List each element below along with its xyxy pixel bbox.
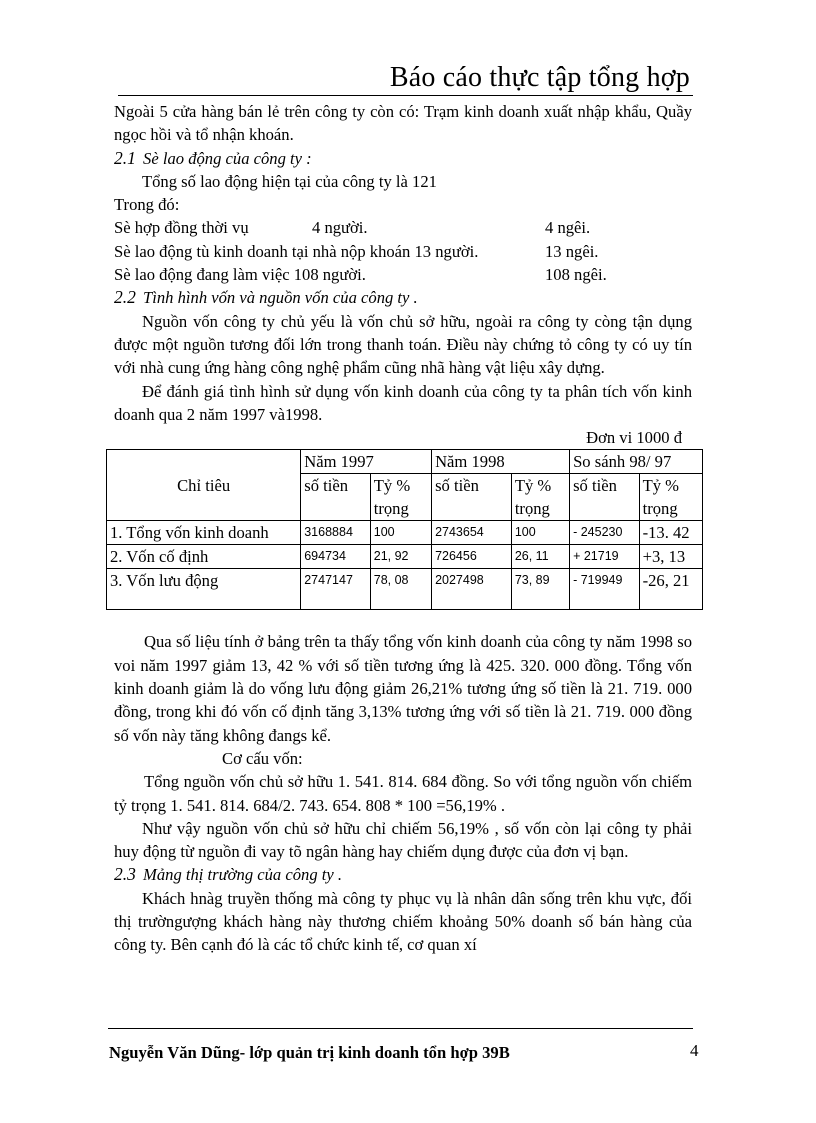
section-title: Mảng thị trường của công ty . — [143, 865, 343, 885]
header-ty-trong: Tỷ % trọng — [370, 474, 431, 521]
header-so-tien: số tiền — [570, 474, 640, 521]
row-label: 3. Vốn lưu động — [107, 569, 301, 610]
section-number: 2.3 — [114, 864, 136, 885]
analysis-paragraph-1: Qua số liệu tính ở bảng trên ta thấy tổng vốn kinh doanh của công ty năm 1998 so voi năm 1997 giảm 13, 42 % với số tiền tương ứng là 425. 320. 000 đồng. Tổng vốn kinh doanh giảm là do vống lưu động giảm 26,21% tương ứng số tiền là 21. 719. 000 đồng, trong khi đó vốn cố định tăng 3,13% tương ứng với số tiền là 21. 719. 000 đồng số vốn này tăng không đangs kể. — [114, 632, 692, 745]
market-paragraph: Khách hnàg truyền thống mà công ty phục vụ là nhân dân sống trên khu vực, đối thị trườngượng khách hàng này thương chiếm khoảng 50% doanh số bán hàng của công ty. Bên cạnh đó là các tổ chức kinh tế, cơ quan xí — [114, 888, 692, 955]
labor-label: Sè lao động đang làm việc 108 người. — [114, 265, 366, 285]
row-label: 1. Tổng vốn kinh doanh — [107, 521, 301, 545]
cell: 2027498 — [432, 569, 512, 610]
header-comparison: So sánh 98/ 97 — [570, 450, 703, 474]
labor-count-right: 13 ngêi. — [545, 241, 599, 261]
cell: +3, 13 — [639, 545, 702, 569]
table-row — [107, 545, 703, 569]
header-ty-trong: Tỷ % trọng — [639, 474, 702, 521]
cell: 2743654 — [432, 521, 512, 545]
header-chi-tieu: Chỉ tiêu — [107, 450, 301, 521]
labor-row-seasonal — [114, 216, 692, 239]
trong-do-label: Trong đó: — [114, 195, 180, 215]
page-header-title: Báo cáo thực tập tổng hợp — [389, 62, 690, 93]
footer-rule — [108, 1028, 693, 1029]
labor-row-contract — [114, 240, 692, 263]
page-number: 4 — [690, 1041, 699, 1060]
cell: 694734 — [301, 545, 371, 569]
cell: 73, 89 — [511, 569, 569, 610]
cell: 100 — [511, 521, 569, 545]
section-number: 2.2 — [114, 287, 136, 308]
cell: 3168884 — [301, 521, 371, 545]
analysis-paragraph-3: Như vậy nguồn vốn chủ sở hữu chỉ chiếm 56,19% , số vốn còn lại công ty phải huy động từ nguồn đi vay tõ ngân hàng hay chiếm dụng được của đơn vị bạn. — [114, 818, 692, 862]
header-so-tien: số tiền — [301, 474, 371, 521]
labor-count-right: 108 ngêi. — [545, 265, 607, 285]
header-ty-trong: Tỷ % trọng — [511, 474, 569, 521]
cell: 726456 — [432, 545, 512, 569]
labor-count: 4 người. — [312, 218, 368, 238]
labor-label: Sè hợp đồng thời vụ — [114, 218, 249, 238]
footer-author: Nguyễn Văn Dũng- lớp quản trị kinh doanh tổn hợp 39B — [109, 1043, 510, 1062]
cell: 78, 08 — [370, 569, 431, 610]
capital-structure-label: Cơ cấu vốn: — [222, 748, 303, 768]
header-year-1998: Năm 1998 — [432, 450, 570, 474]
unit-label: Đơn vi 1000 đ — [586, 428, 682, 448]
labor-label: Sè lao động tù kinh doanh tại nhà nộp khoán 13 người. — [114, 241, 479, 261]
capital-paragraph-2: Để đánh giá tình hình sử dụng vốn kinh doanh của công ty ta phân tích vốn kinh doanh qua 2 năm 1997 và1998. — [114, 381, 692, 424]
intro-paragraph: Ngoài 5 cửa hàng bán lẻ trên công ty còn có: Trạm kinh doanh xuất nhập khẩu, Quầy ngọc hồi và tổ nhận khoán. — [114, 102, 692, 145]
cell: 21, 92 — [370, 545, 431, 569]
row-label: 2. Vốn cố định — [107, 545, 301, 569]
labor-count-right: 4 ngêi. — [545, 218, 591, 238]
cell: 26, 11 — [511, 545, 569, 569]
page-content — [110, 100, 692, 957]
section-heading-2-2 — [114, 286, 692, 309]
cell: 100 — [370, 521, 431, 545]
header-so-tien: số tiền — [432, 474, 512, 521]
section-heading-2-3 — [114, 863, 692, 886]
section-title: Sè lao động của công ty : — [143, 148, 312, 168]
capital-table — [106, 449, 703, 610]
cell: - 245230 — [570, 521, 640, 545]
table-row — [107, 569, 703, 610]
header-year-1997: Năm 1997 — [301, 450, 432, 474]
cell: -13. 42 — [639, 521, 702, 545]
section-heading-2-1 — [114, 147, 692, 170]
labor-row-working — [114, 263, 692, 286]
section-title: Tình hình vốn và nguồn vốn của công ty . — [143, 288, 418, 308]
capital-paragraph-1: Nguồn vốn công ty chủ yếu là vốn chủ sở hữu, ngoài ra công ty còng tận dụng được một nguồn tương đối lớn trong thanh toán. Điều này chứng tỏ công ty có uy tín với nhà cung ứng hàng công nghệ phẩm cũng nhã hàng vật liệu xây dựng. — [114, 311, 692, 378]
total-labor-line: Tổng số lao động hiện tại của công ty là 121 — [142, 171, 437, 191]
cell: - 719949 — [570, 569, 640, 610]
cell: 2747147 — [301, 569, 371, 610]
header-rule — [118, 95, 693, 96]
cell: -26, 21 — [639, 569, 702, 610]
cell: + 21719 — [570, 545, 640, 569]
section-number: 2.1 — [114, 147, 136, 168]
analysis-paragraph-2: Tổng nguồn vốn chủ sở hữu 1. 541. 814. 684 đồng. So với tổng nguồn vốn chiếm tỷ trọng 1. 541. 814. 684/2. 743. 654. 808 * 100 =56,19% . — [114, 772, 692, 815]
table-row — [107, 521, 703, 545]
